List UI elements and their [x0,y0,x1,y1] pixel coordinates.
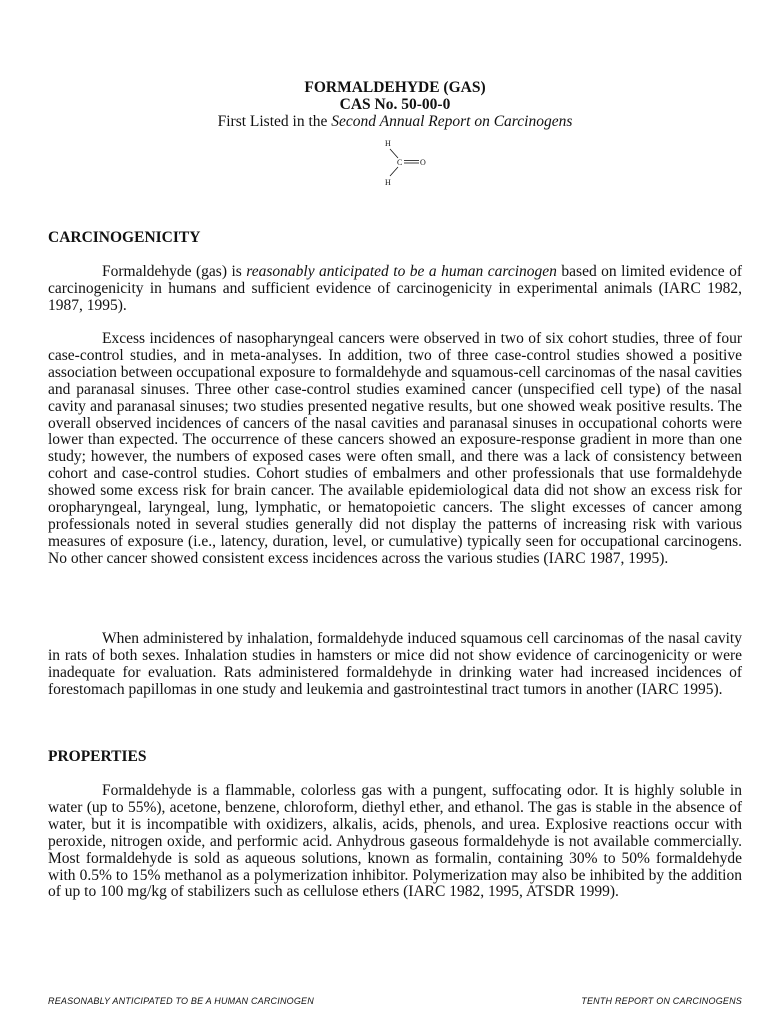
first-listed-line [48,113,742,130]
first-listed-report: Second Annual Report on Carcinogens [331,113,573,130]
atom-h-bottom: H [385,178,391,187]
p1-emphasis: reasonably anticipated to be a human carcinogen [246,263,557,280]
footer-right-text: TENTH REPORT ON CARCINOGENS [581,996,742,1006]
bond-h-c-bottom [390,167,398,176]
carcinogenicity-heading: CARCINOGENICITY [48,229,201,246]
document-title: FORMALDEHYDE (GAS) [304,79,486,96]
footer-left-text: REASONABLY ANTICIPATED TO BE A HUMAN CARCINOGEN [48,996,314,1006]
carcinogenicity-paragraph-3: When administered by inhalation, formaldehyde induced squamous cell carcinomas of the nasal cavity in rats of both sexes. Inhalation studies in hamsters or mice did not show evidence of carcinogenicity or were inadequate for evaluation. Rats administered formaldehyde in drinking water had increased incidences of forestomach papillomas in one study and leukemia and gastrointestinal tract tumors in another (IARC 1995). [48,630,742,698]
p1-rest: based on limited evidence of carcinogenicity in humans and sufficient evidence of carcinogenicity in experimental animals (IARC 1982, 1987, 1995). [48,263,742,314]
carcinogenicity-paragraph-1 [48,264,742,315]
atom-h-top: H [385,139,391,148]
properties-heading: PROPERTIES [48,748,147,765]
atom-o: O [420,158,426,167]
cas-number: CAS No. 50-00-0 [339,96,451,113]
p1-intro: Formaldehyde (gas) is [102,263,247,280]
carcinogenicity-paragraph-2: Excess incidences of nasopharyngeal cancers were observed in two of six cohort studies, three of four case-control studies, and in meta-analyses. In addition, two of three case-control studies showed a positive association between occupational exposure to formaldehyde and squamous-cell carcinomas of the nasal cavities and paranasal sinuses. Three other case-control studies examined cancer (unspecified cell type) of the nasal cavity and paranasal sinuses; two studies presented negative results, but one showed weak positive results. The overall observed incidences of cancers of the nasal cavities and paranasal sinuses in occupational cohorts were lower than expected. The occurrence of these cancers showed an exposure-response gradient in more than one study; however, the numbers of exposed cases were often small, and there was a lack of consistency between cohort and case-control studies. Cohort studies of embalmers and other professionals that use formaldehyde showed some excess risk for brain cancer. The available epidemiological data did not show an excess risk for oropharyngeal, laryngeal, lung, lymphatic, or hematopoietic cancers. The slight excesses of cancer among professionals noted in several studies generally did not display the patterns of increasing risk with various measures of exposure (i.e., latency, duration, level, or cumulative) typically seen for occupational carcinogens. No other cancer showed consistent excess incidences across the various studies (IARC 1987, 1995). [48,330,742,567]
title-block [48,79,742,130]
bond-h-c-top [390,149,398,158]
atom-c: C [397,158,403,167]
document-page [48,0,742,1024]
first-listed-prefix: First Listed in the [217,113,332,130]
formaldehyde-structure-diagram [378,135,438,195]
properties-paragraph-1: Formaldehyde is a flammable, colorless gas with a pungent, suffocating odor. It is highly soluble in water (up to 55%), acetone, benzene, chloroform, diethyl ether, and ethanol. The gas is stable in the absence of water, but it is incompatible with oxidizers, alkalis, acids, phenols, and urea. Explosive reactions occur with peroxide, nitrogen oxide, and performic acid. Anhydrous gaseous formaldehyde is not available commercially. Most formaldehyde is sold as aqueous solutions, known as formalin, containing 30% to 50% formaldehyde with 0.5% to 15% methanol as a polymerization inhibitor. Polymerization may also be inhibited by the addition of up to 100 mg/kg of stabilizers such as cellulose ethers (IARC 1982, 1995, ATSDR 1999). [48,782,742,901]
